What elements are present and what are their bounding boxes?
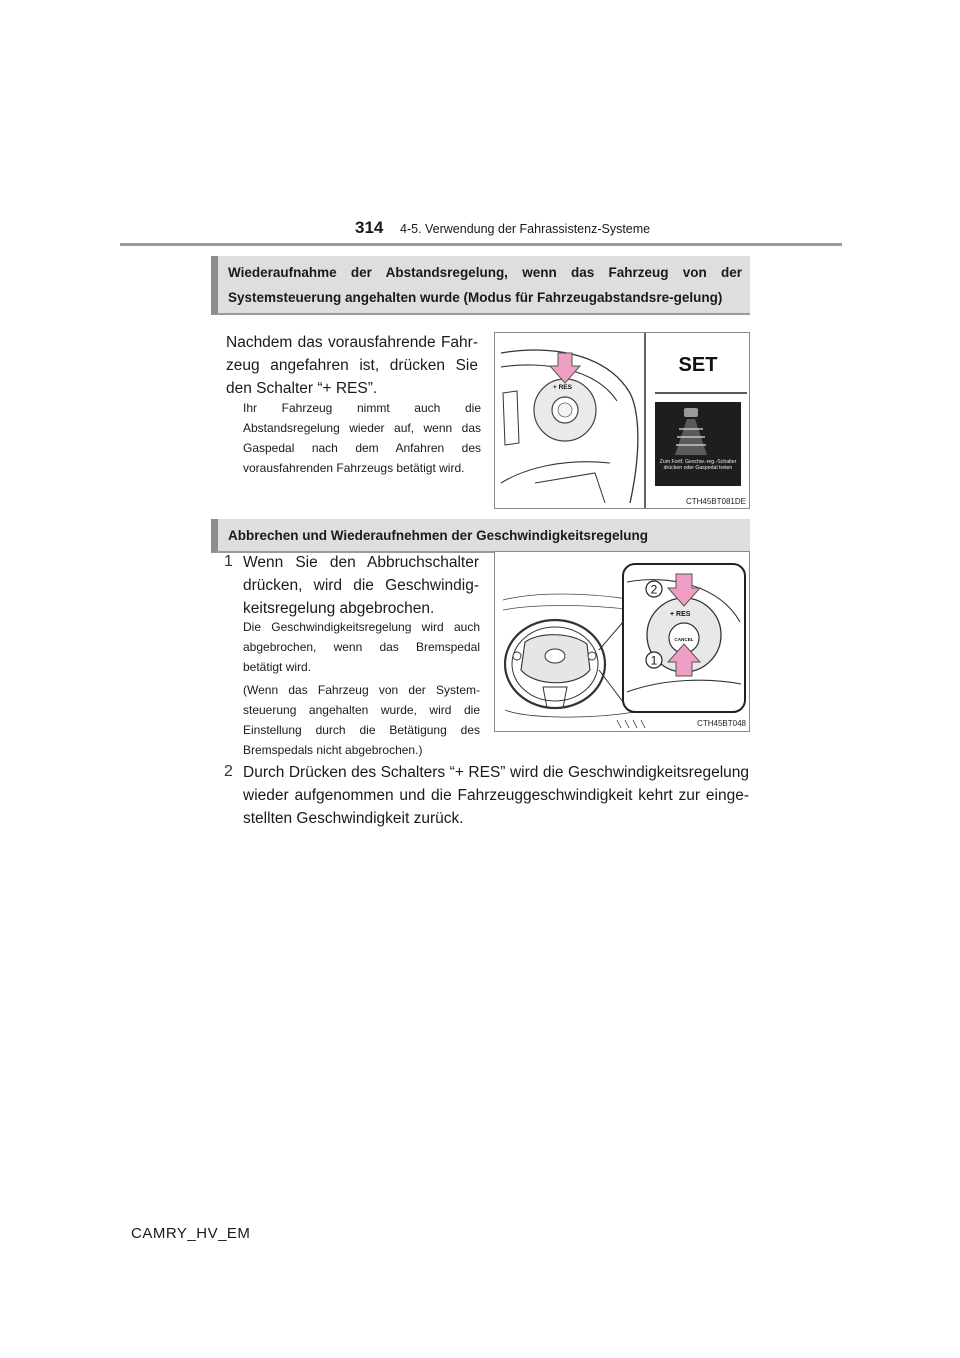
res-button-label: + RES — [553, 384, 572, 391]
steering-wheel-illustration — [495, 552, 749, 731]
note-brake-cancel: Die Geschwindigkeitsregelung wird auch abgebrochen, wenn das Bremspedal betätigt wird. — [243, 620, 480, 674]
section-heading-resume-distance: Wiederaufnahme der Abstandsregelung, wenn das Fahrzeug von der Systemsteuerung angehalten wurde (Modus für Fahrzeugabstandsre-gelung) — [211, 256, 750, 315]
steering-switch-illustration — [495, 333, 749, 508]
step-2-text: Durch Drücken des Schalters “+ RES” wird die Geschwindigkeitsregelung wieder aufgenommen und die Fahrzeuggeschwindigkeit kehrt zur einge-stellten Geschwindigkeit zurück. — [243, 764, 749, 827]
press-arrow-icon — [550, 353, 580, 383]
cancel-button-label: CANCEL — [674, 637, 694, 642]
step-number-1: 1 — [224, 553, 233, 570]
section-heading-cancel-resume: Abbrechen und Wiederaufnehmen der Geschwindigkeitsregelung — [211, 519, 750, 553]
note-system-stop: (Wenn das Fahrzeug von der System-steuerung angehalten wurde, wird die Einstellung durch die Betätigung des Bremspedals nicht abgebrochen.) — [243, 683, 480, 757]
callout-2: 2 — [650, 582, 658, 597]
note-accelerator: Ihr Fahrzeug nimmt auch die Abstandsregelung wieder auf, wenn das Gaspedal nach dem Anfahren des vorausfahrenden Fahrzeugs betätigt wird. — [243, 401, 481, 475]
step-1-text: Wenn Sie den Abbruchschalter drücken, wird die Geschwindig-keitsregelung abgebrochen. — [243, 554, 479, 617]
header-rule — [120, 243, 842, 246]
res-button-label: + RES — [670, 611, 691, 618]
figure-cancel-switch — [494, 551, 750, 732]
figure-res-switch-display — [494, 332, 750, 509]
callout-1: 1 — [650, 653, 658, 668]
car-icon — [684, 408, 698, 417]
step-number-2: 2 — [224, 763, 233, 780]
instruction-press-res: Nachdem das vorausfahrende Fahr-zeug angefahren ist, drücken Sie den Schalter “+ RES”. — [226, 334, 478, 397]
chapter-title: 4-5. Verwendung der Fahrassistenz-Systeme — [400, 222, 651, 236]
figure-caption: CTH45BT048 — [697, 719, 746, 728]
page-number: 314 — [355, 218, 384, 237]
display-message: Zum Fortf. Geschw.-reg.-Schalter drücken oder Gaspedal treten — [659, 459, 737, 471]
display-set-label: SET — [678, 354, 718, 376]
document-code: CAMRY_HV_EM — [131, 1225, 251, 1242]
figure-caption: CTH45BT081DE — [685, 497, 746, 506]
